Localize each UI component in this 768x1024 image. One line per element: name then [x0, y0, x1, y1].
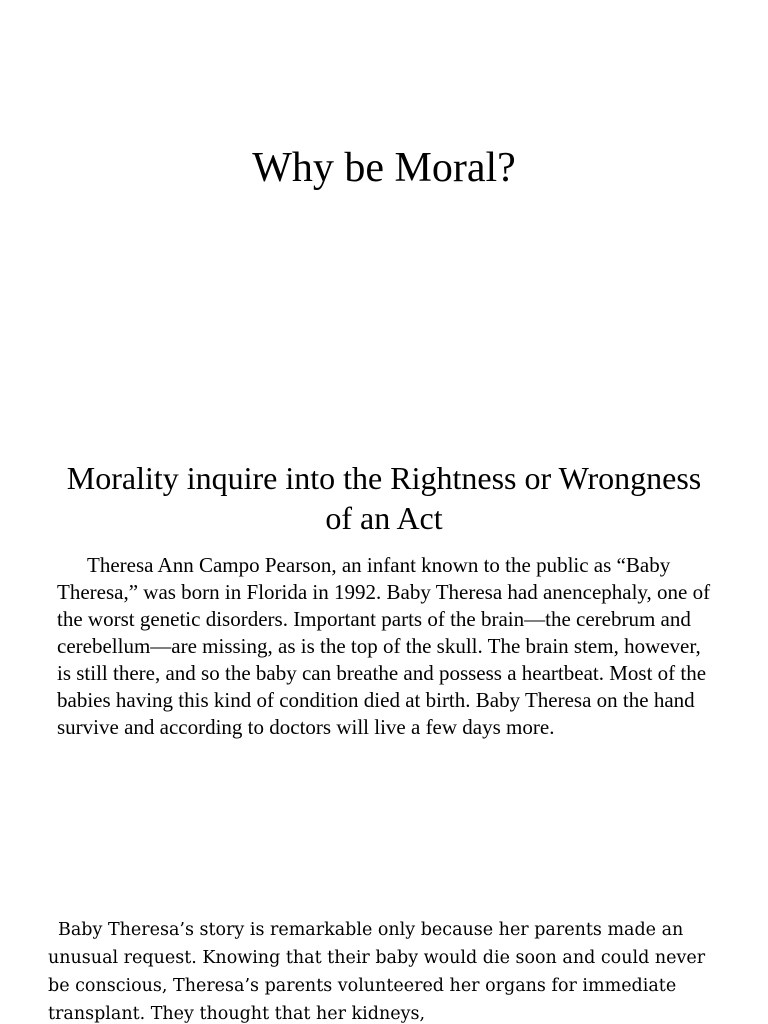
body-paragraph: Theresa Ann Campo Pearson, an infant known to the public as “Baby Theresa,” was born in Florida in 1992. Baby Theresa had anencephaly, one of the worst genetic disorders. Important parts of the brain—the cerebrum and cerebellum—are missing, as is the top of the skull. The brain stem, however, is still there, and so the baby can breathe and possess a heartbeat. Most of the babies having this kind of condition died at birth. Baby Theresa on the hand survive and according to doctors will live a few days more. [57, 553, 711, 739]
page-title: Why be Moral? [252, 145, 516, 191]
section-heading: Morality inquire into the Rightness or Wrongness of an Act [66, 460, 702, 536]
body-paragraph: Baby Theresa’s story is remarkable only because her parents made an unusual request. Knowing that their baby would die soon and could never be conscious, Theresa’s parents volunteered her organs for immediate transplant. They thought that her kidneys, [48, 920, 706, 1024]
